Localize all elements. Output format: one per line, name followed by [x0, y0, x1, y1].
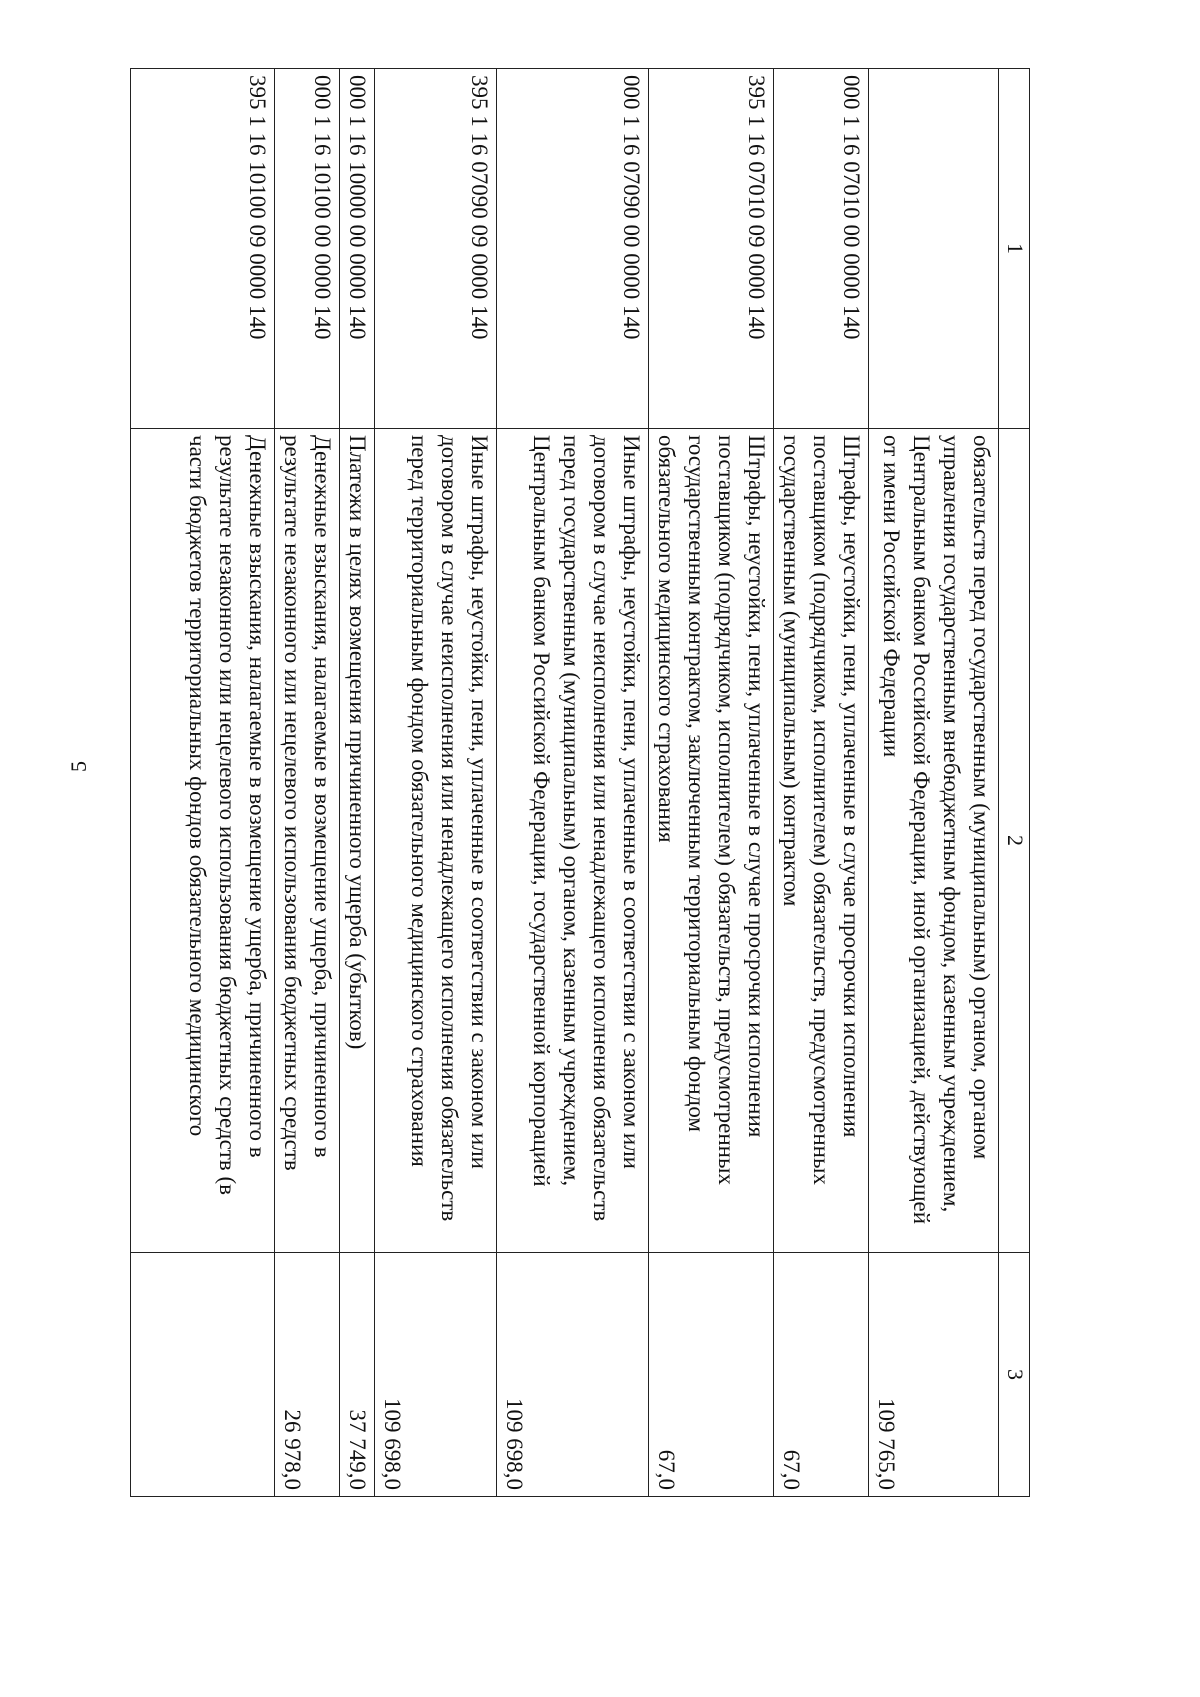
- budget-table: [130, 68, 1030, 1497]
- row-code: 395 1 16 10100 09 0000 140: [131, 69, 275, 429]
- column-header-2: 2: [999, 429, 1030, 1253]
- row-name: Штрафы, неустойки, пени, уплаченные в случае просрочки исполнения поставщиком (подрядчиком, исполнителем) обязательств, предусмотренных государственным (муниципальным) контрактом: [774, 429, 869, 1253]
- row-amount: 37 749,0: [340, 1253, 375, 1497]
- row-code: [869, 69, 999, 429]
- page-number: 5: [66, 761, 91, 772]
- column-header-1: 1: [999, 69, 1030, 429]
- row-name: Иные штрафы, неустойки, пени, уплаченные в соответствии с законом или договором в случае неисполнения или ненадлежащего исполнения обязательств перед территориальным фондом обязательного медицинского страхования: [375, 429, 497, 1253]
- row-code: 395 1 16 07090 09 0000 140: [375, 69, 497, 429]
- row-name: Платежи в целях возмещения причиненного ущерба (убытков): [340, 429, 375, 1253]
- table-row: [375, 69, 497, 1497]
- table-row: [131, 69, 275, 1497]
- table-header-row: [999, 69, 1030, 1497]
- row-name: обязательств перед государственным (муниципальным) органом, органом управления государственным внебюджетным фондом, казенным учреждением, Центральным банком Российской Федерации, иной организацией, действующей от имени Российской Федерации: [869, 429, 999, 1253]
- row-name: Денежные взыскания, налагаемые в возмещение ущерба, причиненного в результате незаконного или нецелевого использования бюджетных средств (в части бюджетов территориальных фондов обязательного медицинского: [131, 429, 275, 1253]
- row-code: 000 1 16 07090 00 0000 140: [497, 69, 649, 429]
- rotated-table-sheet: [130, 68, 1030, 1496]
- table-row: [340, 69, 375, 1497]
- row-code: 000 1 16 07010 00 0000 140: [774, 69, 869, 429]
- table-row: [774, 69, 869, 1497]
- row-amount: 109 698,0: [375, 1253, 497, 1497]
- table-row: [869, 69, 999, 1497]
- row-amount: 26 978,0: [275, 1253, 340, 1497]
- table-row: [649, 69, 774, 1497]
- row-code: 395 1 16 07010 09 0000 140: [649, 69, 774, 429]
- row-amount: 109 698,0: [497, 1253, 649, 1497]
- row-amount: 67,0: [649, 1253, 774, 1497]
- table-row: [275, 69, 340, 1497]
- row-code: 000 1 16 10000 00 0000 140: [340, 69, 375, 429]
- table-row: [497, 69, 649, 1497]
- row-code: 000 1 16 10100 00 0000 140: [275, 69, 340, 429]
- row-amount: [131, 1253, 275, 1497]
- column-header-3: 3: [999, 1253, 1030, 1497]
- row-amount: 109 765,0: [869, 1253, 999, 1497]
- row-amount: 67,0: [774, 1253, 869, 1497]
- row-name: Штрафы, неустойки, пени, уплаченные в случае просрочки исполнения поставщиком (подрядчиком, исполнителем) обязательств, предусмотренных государственным контрактом, заключенным территориальным фондом обязательного медицинского страхования: [649, 429, 774, 1253]
- row-name: Иные штрафы, неустойки, пени, уплаченные в соответствии с законом или договором в случае неисполнения или ненадлежащего исполнения обязательств перед государственным (муниципальным) органом, казенным учреждением, Центральным банком Российской Федерации, государственной корпорацией: [497, 429, 649, 1253]
- row-name: Денежные взыскания, налагаемые в возмещение ущерба, причиненного в результате незаконного или нецелевого использования бюджетных средств: [275, 429, 340, 1253]
